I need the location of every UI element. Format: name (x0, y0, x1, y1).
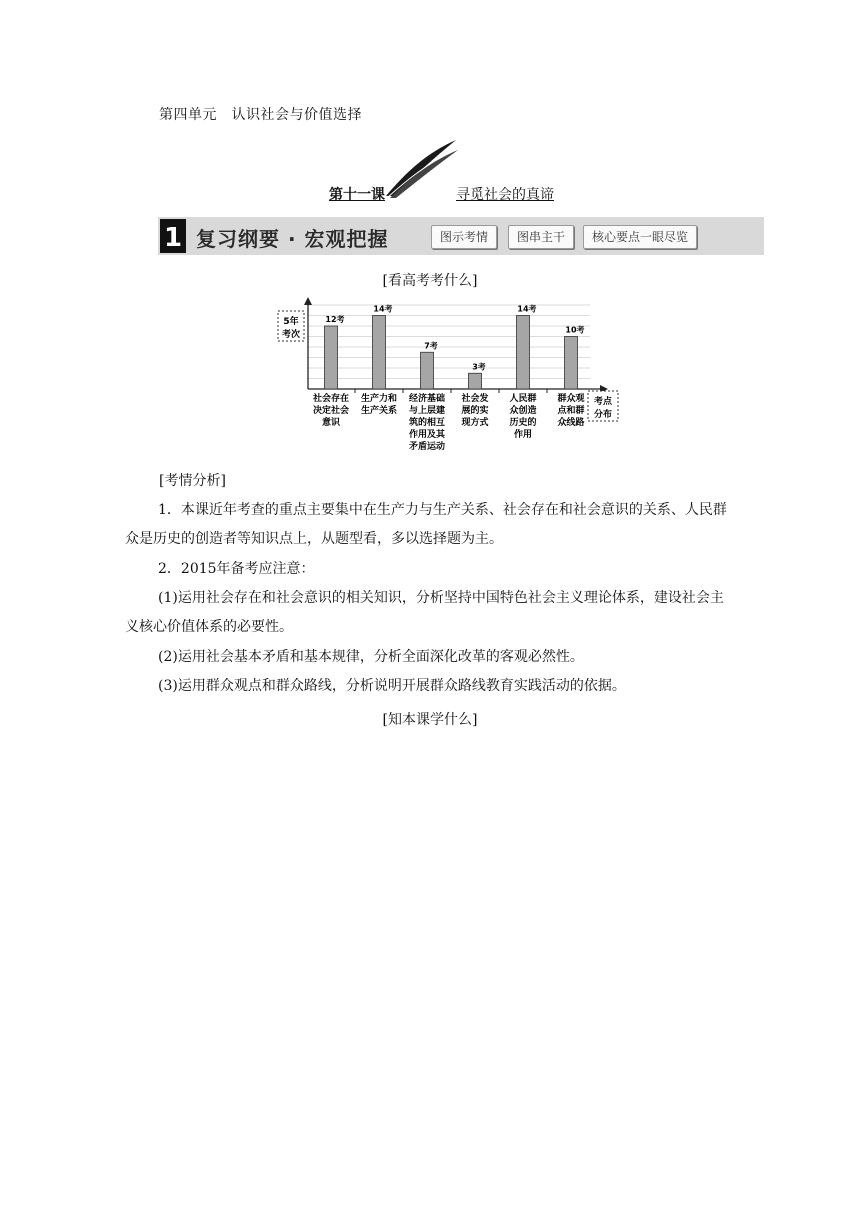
tag-core-points: 核心要点一眼尽览 (583, 225, 697, 249)
bar-value-label: 14考 (373, 304, 393, 314)
tag-chart-exam: 图示考情 (431, 225, 497, 249)
bar (469, 373, 482, 389)
category-label: 社会存在 (312, 394, 350, 404)
category-label: 与上层建 (408, 406, 446, 416)
analysis-point-2: 2．2015年备考应注意： (158, 561, 315, 577)
unit-title: 第四单元 认识社会与价值选择 (159, 107, 362, 123)
analysis-heading: [考情分析] (159, 473, 226, 489)
bar-value-label: 10考 (565, 325, 585, 335)
bar (325, 326, 338, 389)
category-label: 众创造 (509, 406, 537, 416)
category-label: 现方式 (461, 418, 489, 428)
category-label: 生产力和 (360, 394, 398, 404)
bar (421, 352, 434, 389)
category-label: 群众观 (557, 394, 585, 404)
y-axis-label: 考次 (281, 330, 301, 340)
x-axis-label: 分布 (593, 410, 613, 420)
analysis-point-4: (2)运用社会基本矛盾和基本规律，分析全面深化改革的客观必然性。 (158, 649, 584, 665)
category-label: 作用 (513, 430, 533, 440)
lesson-name: 寻觅社会的真谛 (456, 187, 554, 203)
section-heading-exam: [看高考考什么] (382, 273, 478, 289)
category-label: 生产关系 (360, 406, 398, 416)
bar-value-label: 3考 (472, 362, 486, 372)
bar-value-label: 7考 (424, 341, 438, 351)
tag-main-chain: 图串主干 (508, 225, 574, 249)
analysis-point-3: (1)运用社会存在和社会意识的相关知识，分析坚持中国特色社会主义理论体系，建设社会主义核心价值体系的必要性。 (125, 590, 724, 635)
category-label: 众线路 (557, 418, 585, 428)
section-banner (158, 217, 764, 255)
banner-number: 1 (163, 223, 183, 253)
exam-frequency-chart (270, 297, 630, 467)
banner-title: 复习纲要 · 宏观把握 (196, 227, 389, 251)
category-label: 作用及其 (408, 430, 446, 440)
category-label: 历史的 (509, 418, 537, 428)
category-label: 筑的相互 (408, 418, 446, 428)
lesson-title-row (0, 184, 860, 208)
category-label: 决定社会 (312, 406, 350, 416)
category-label: 社会发 (461, 394, 489, 404)
analysis-point-1: 1．本课近年考查的重点主要集中在生产力与生产关系、社会存在和社会意识的关系、人民群众是历史的创造者等知识点上，从题型看，多以选择题为主。 (125, 502, 727, 547)
number-one-icon (160, 219, 186, 253)
category-label: 人民群 (509, 394, 537, 404)
section-heading-learn: [知本课学什么] (382, 712, 478, 728)
analysis-point-5: (3)运用群众观点和群众路线，分析说明开展群众路线教育实践活动的依据。 (158, 678, 626, 694)
category-label: 点和群 (557, 406, 585, 416)
category-label: 意识 (321, 418, 341, 428)
y-axis-arrow-icon (304, 297, 312, 305)
category-label: 矛盾运动 (408, 442, 446, 452)
bar (517, 316, 530, 390)
bar (565, 337, 578, 390)
bar-value-label: 12考 (325, 315, 345, 324)
category-label: 展的实 (461, 406, 489, 416)
category-label: 经济基础 (408, 394, 446, 404)
x-axis-label: 考点 (593, 397, 613, 407)
y-axis-label: 5年 (283, 317, 299, 327)
bar (373, 316, 386, 390)
bar-value-label: 14考 (517, 304, 537, 314)
lesson-number: 第十一课 (329, 187, 385, 203)
